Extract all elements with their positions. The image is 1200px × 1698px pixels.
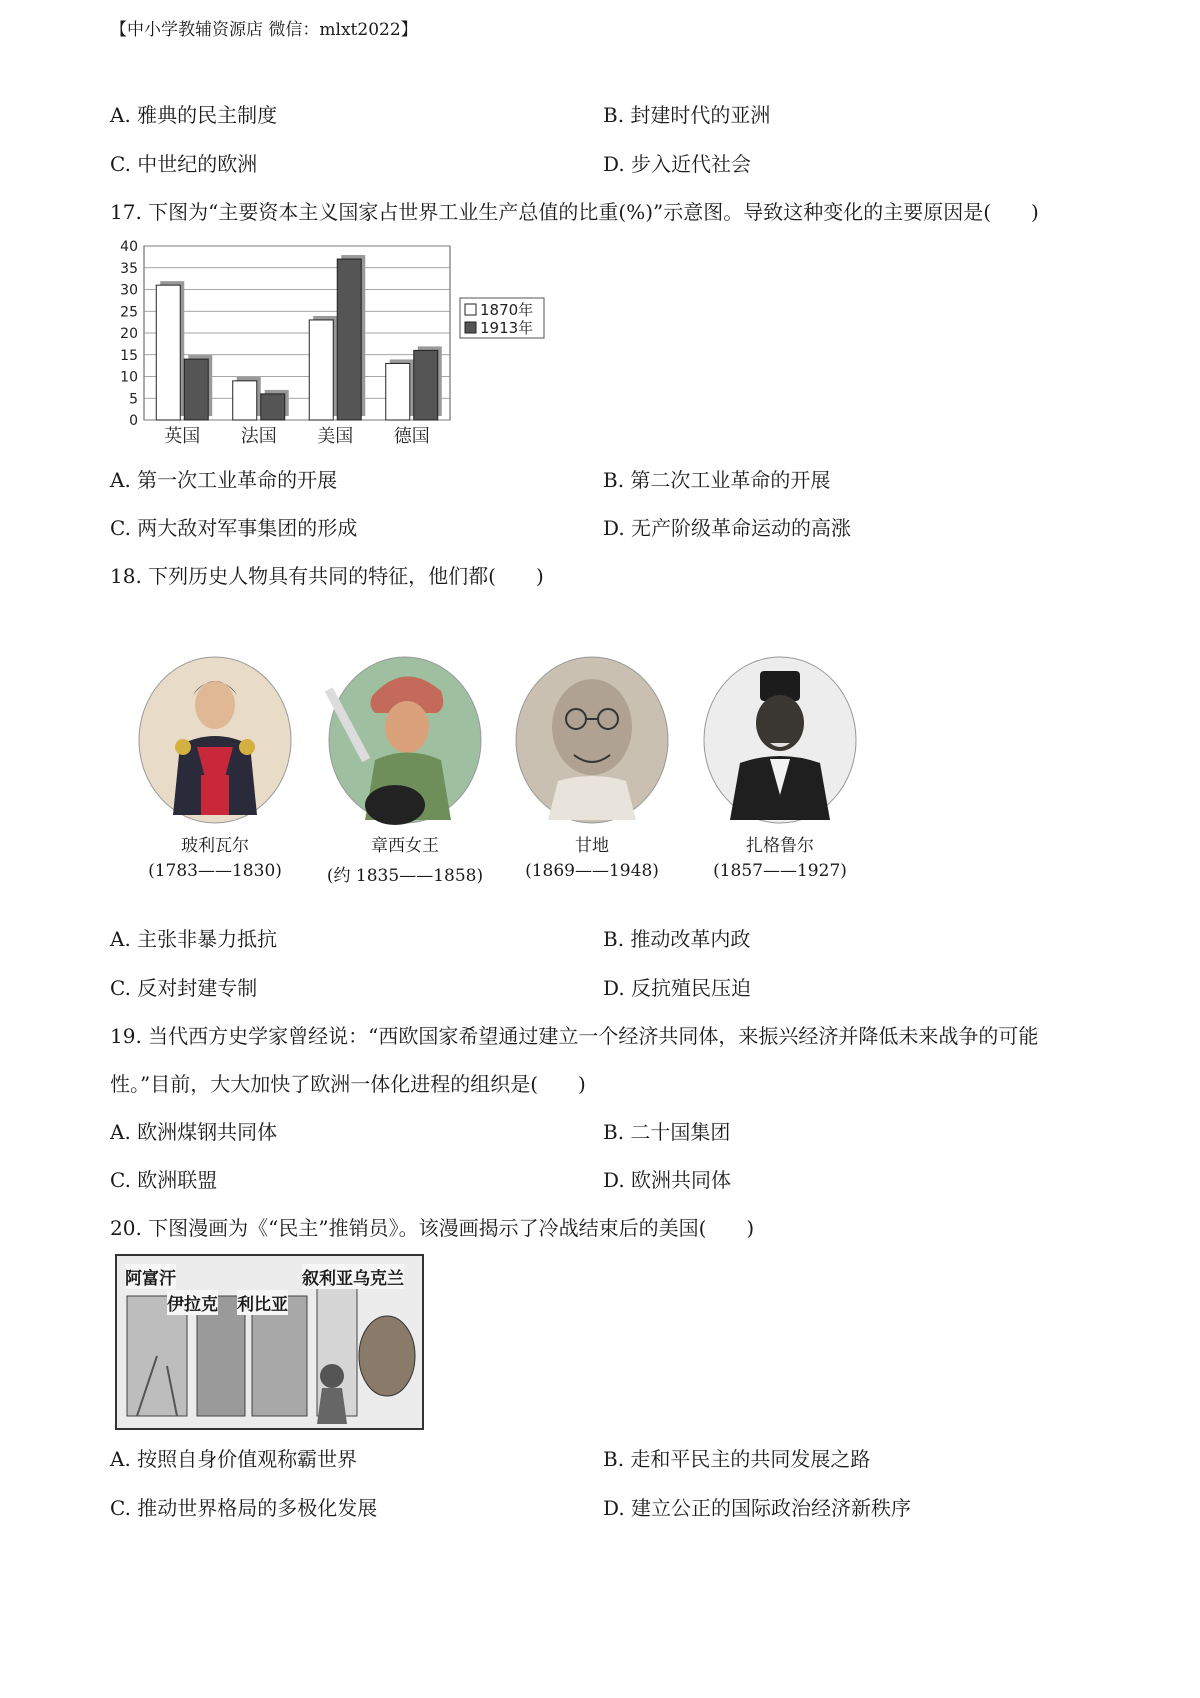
q19-option-d: D. 欧洲共同体 (603, 1168, 732, 1192)
q16-option-a: A. 雅典的民主制度 (110, 103, 278, 127)
chart-ytick-label: 40 (120, 239, 138, 255)
portrait-rani-of-jhansi (325, 655, 485, 886)
page-header: 【中小学教辅资源店 微信：mlxt2022】 (110, 20, 418, 40)
chart-bar-1870年-德国 (386, 363, 410, 420)
portrait-rani-name: 章西女王 (371, 836, 439, 856)
portrait-bolivar-name: 玻利瓦尔 (181, 836, 249, 856)
portrait-bolivar (135, 655, 295, 881)
q17-option-a: A. 第一次工业革命的开展 (110, 468, 338, 492)
q20-stem: 20. 下图漫画为《“民主”推销员》。该漫画揭示了冷战结束后的美国( ) (110, 1216, 755, 1240)
q16-option-b: B. 封建时代的亚洲 (603, 103, 771, 127)
cartoon-label-syria-ukraine: 叙利亚乌克兰 (302, 1264, 404, 1289)
chart-category-label: 英国 (164, 426, 201, 447)
chart-legend-label: 1870年 (480, 301, 534, 319)
q18-option-d: D. 反抗殖民压迫 (603, 976, 752, 1000)
q17-option-d: D. 无产阶级革命运动的高涨 (603, 516, 852, 540)
q17-option-b: B. 第二次工业革命的开展 (603, 468, 831, 492)
chart-bar-1913年-美国 (337, 259, 361, 420)
chart-ytick-label: 25 (120, 304, 138, 321)
chart-legend-swatch (465, 322, 476, 333)
chart-bar-1870年-美国 (309, 320, 333, 420)
portrait-zaghloul-name: 扎格鲁尔 (746, 836, 814, 856)
chart-ytick-label: 15 (120, 347, 138, 364)
q17-stem: 17. 下图为“主要资本主义国家占世界工业生产总值的比重(%)”示意图。导致这种变化的主要原因是( ) (110, 200, 1039, 224)
portrait-zaghloul (700, 655, 860, 881)
chart-ytick-label: 0 (129, 413, 138, 429)
chart-legend-swatch (465, 304, 476, 315)
q20-option-d: D. 建立公正的国际政治经济新秩序 (603, 1496, 912, 1520)
q18-option-a: A. 主张非暴力抵抗 (110, 927, 278, 951)
portrait-gandhi (512, 655, 672, 881)
q19-stem-line1: 19. 当代西方史学家曾经说：“西欧国家希望通过建立一个经济共同体，来振兴经济并降低未来战争的可能 (110, 1024, 1039, 1048)
q18-stem: 18. 下列历史人物具有共同的特征，他们都( ) (110, 564, 544, 588)
chart-ytick-label: 10 (120, 369, 138, 386)
chart-ytick-label: 5 (129, 391, 138, 408)
chart-bar-1913年-法国 (261, 394, 285, 420)
chart-bar-1913年-英国 (184, 359, 208, 420)
q20-option-c: C. 推动世界格局的多极化发展 (110, 1496, 378, 1520)
chart-ytick-label: 30 (120, 282, 138, 299)
chart-legend-label: 1913年 (480, 319, 534, 337)
portrait-rani-years: (约 1835——1858) (326, 866, 484, 886)
q17-option-c: C. 两大敌对军事集团的形成 (110, 516, 358, 540)
chart-ytick-label: 20 (120, 326, 138, 342)
chart-category-label: 美国 (317, 426, 354, 447)
portrait-bolivar-years: (1783——1830) (148, 861, 282, 881)
q18-option-b: B. 推动改革内政 (603, 927, 751, 951)
chart-bar-1913年-德国 (414, 350, 438, 420)
q20-option-b: B. 走和平民主的共同发展之路 (603, 1447, 871, 1471)
q16-option-d: D. 步入近代社会 (603, 152, 752, 176)
industrial-share-chart (110, 238, 550, 448)
chart-category-label: 德国 (393, 426, 430, 447)
q20-option-a: A. 按照自身价值观称霸世界 (110, 1447, 358, 1471)
q19-option-b: B. 二十国集团 (603, 1120, 731, 1144)
q18-option-c: C. 反对封建专制 (110, 976, 258, 1000)
cartoon-label-iraq: 伊拉克 (167, 1290, 218, 1315)
portrait-zaghloul-years: (1857——1927) (713, 861, 847, 881)
chart-category-label: 法国 (240, 426, 277, 447)
chart-bar-1870年-法国 (233, 381, 257, 420)
q16-option-c: C. 中世纪的欧洲 (110, 152, 258, 176)
portrait-gandhi-years: (1869——1948) (525, 861, 659, 881)
cartoon-label-afghanistan: 阿富汗 (125, 1264, 176, 1289)
q19-option-a: A. 欧洲煤钢共同体 (110, 1120, 278, 1144)
chart-bar-1870年-英国 (156, 285, 180, 420)
q19-stem-line2: 性。”目前，大大加快了欧洲一体化进程的组织是( ) (110, 1072, 586, 1096)
portrait-gandhi-name: 甘地 (575, 836, 609, 856)
cartoon-label-libya: 利比亚 (237, 1290, 288, 1315)
chart-ytick-label: 35 (120, 260, 138, 277)
q19-option-c: C. 欧洲联盟 (110, 1168, 218, 1192)
democracy-salesman-cartoon (115, 1254, 424, 1430)
